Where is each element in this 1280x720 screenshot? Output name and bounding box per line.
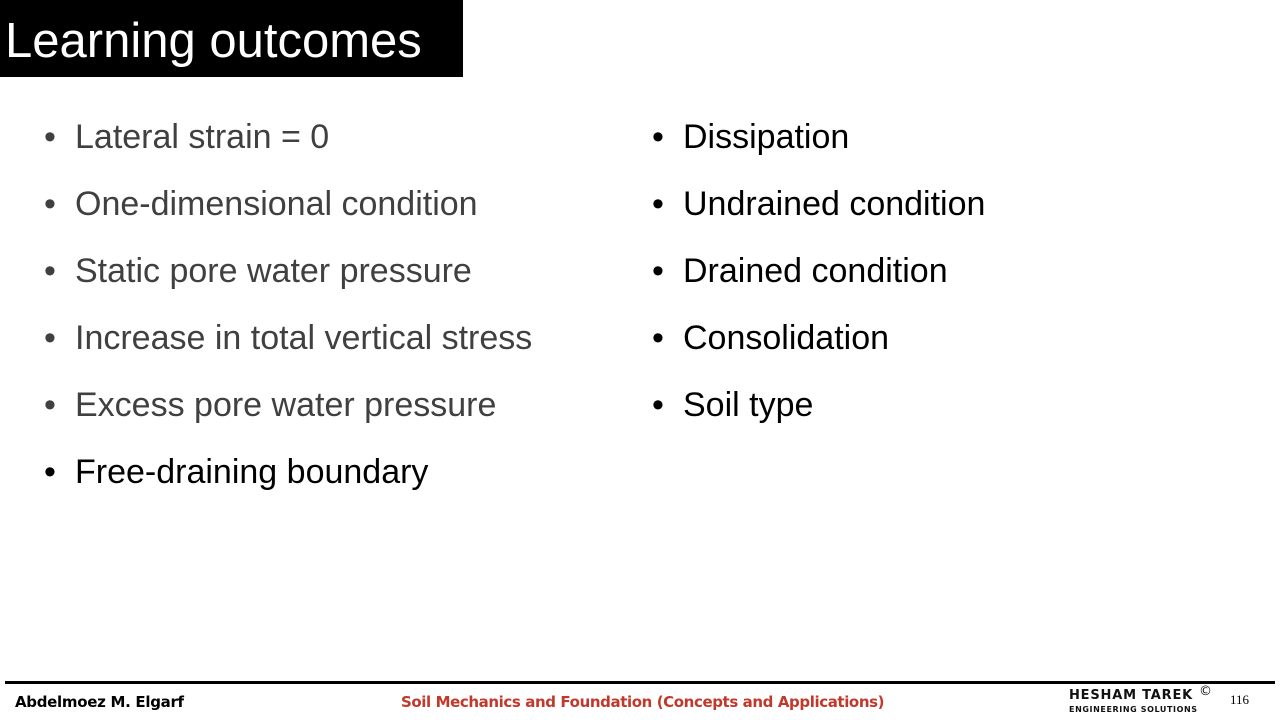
right-bullet-list (652, 104, 985, 439)
bullet-item (652, 104, 985, 171)
bullet-dot-icon: • (44, 319, 56, 357)
left-bullet-list (44, 104, 532, 506)
footer-logo (1069, 684, 1219, 718)
bullet-text: Static pore water pressure (75, 252, 472, 290)
bullet-text: Soil type (683, 386, 814, 424)
bullet-item (44, 305, 532, 372)
footer-course-title: Soil Mechanics and Foundation (Concepts and Applications) (401, 693, 885, 711)
bullet-item (44, 238, 532, 305)
bullet-text: One-dimensional condition (75, 185, 478, 223)
footer-divider (5, 681, 1275, 684)
logo-main-text: HESHAM TAREK (1069, 688, 1194, 703)
copyright-icon: © (1199, 684, 1212, 699)
bullet-text: Undrained condition (683, 185, 986, 223)
bullet-text: Drained condition (683, 252, 948, 290)
page-number: 116 (1230, 692, 1250, 707)
bullet-text: Increase in total vertical stress (75, 319, 533, 357)
bullet-dot-icon: • (44, 185, 56, 223)
bullet-dot-icon: • (652, 386, 664, 424)
bullet-item (652, 238, 985, 305)
bullet-item (44, 372, 532, 439)
bullet-dot-icon: • (652, 185, 664, 223)
bullet-dot-icon: • (652, 118, 664, 156)
slide-title: Learning outcomes (5, 14, 422, 68)
title-banner (0, 0, 463, 77)
bullet-item (44, 439, 532, 506)
bullet-dot-icon: • (44, 386, 56, 424)
bullet-dot-icon: • (44, 252, 56, 290)
bullet-dot-icon: • (652, 252, 664, 290)
bullet-dot-icon: • (44, 118, 56, 156)
bullet-dot-icon: • (44, 453, 56, 491)
bullet-text: Free-draining boundary (75, 453, 429, 491)
bullet-text: Consolidation (683, 319, 890, 357)
logo-sub-text: ENGINEERING SOLUTIONS (1069, 705, 1198, 714)
bullet-item (44, 171, 532, 238)
bullet-dot-icon: • (652, 319, 664, 357)
bullet-item (44, 104, 532, 171)
bullet-item (652, 372, 985, 439)
bullet-item (652, 305, 985, 372)
bullet-item (652, 171, 985, 238)
bullet-text: Excess pore water pressure (75, 386, 497, 424)
bullet-text: Lateral strain = 0 (75, 118, 330, 156)
footer-author: Abdelmoez M. Elgarf (15, 693, 184, 711)
bullet-text: Dissipation (683, 118, 850, 156)
